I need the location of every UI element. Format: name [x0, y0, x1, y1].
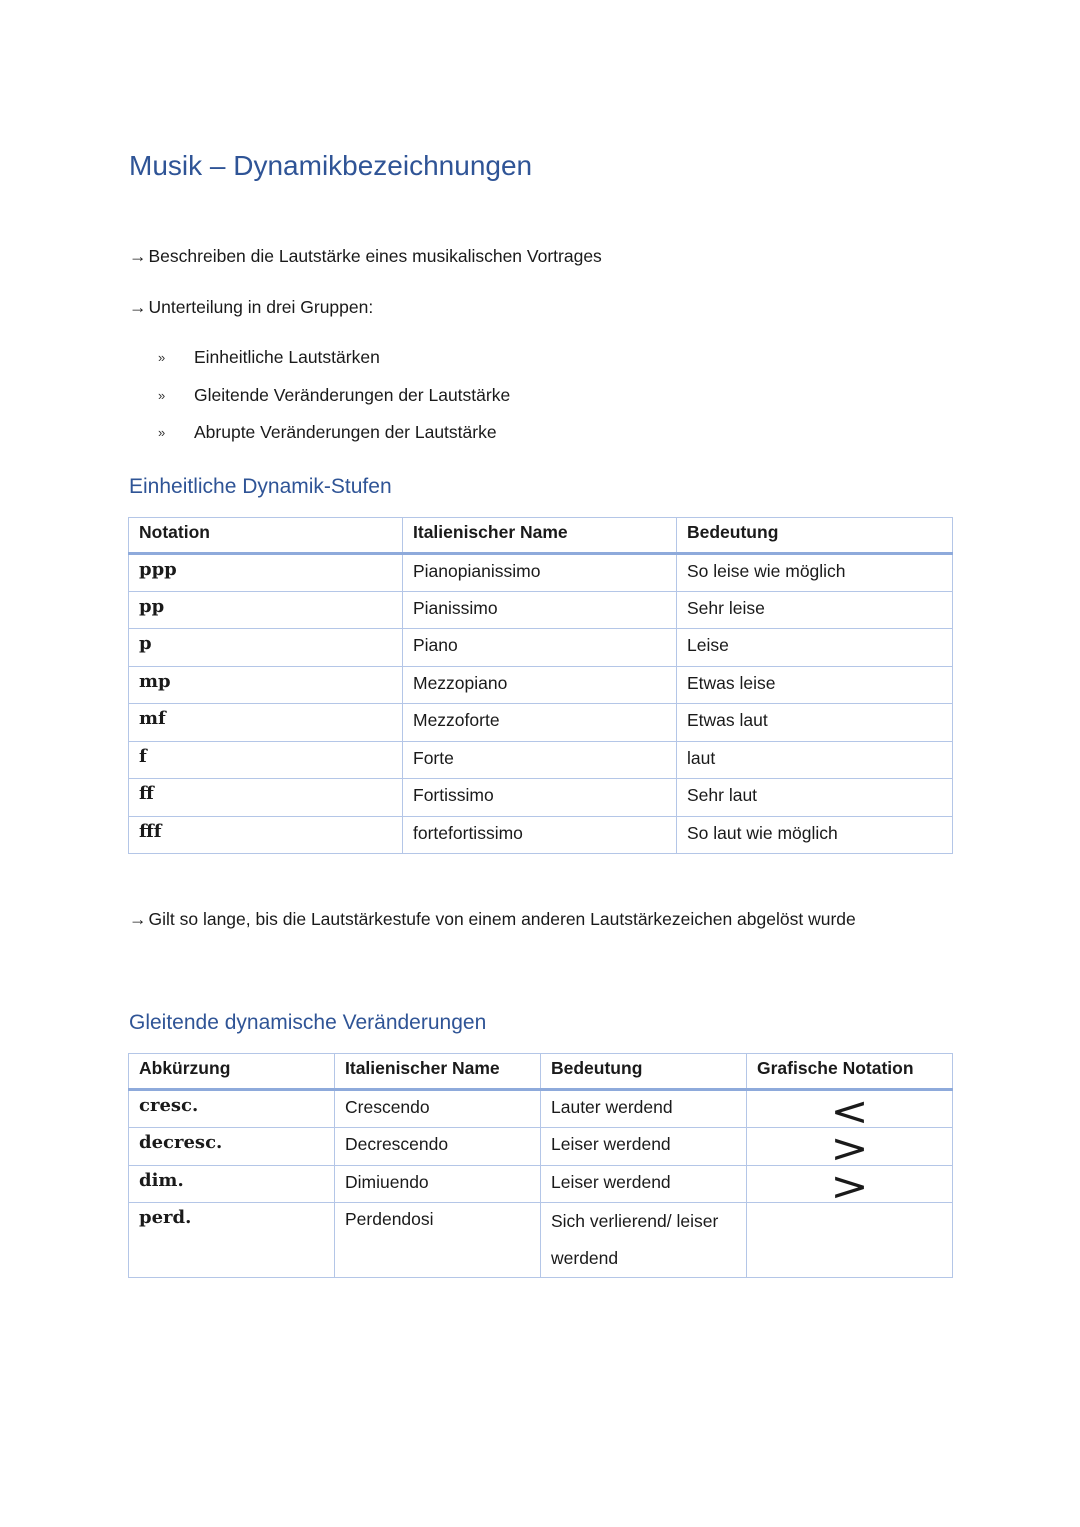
table-row [129, 1203, 953, 1278]
column-header: Grafische Notation [747, 1054, 953, 1090]
table-row [129, 591, 953, 629]
meaning-cell: So leise wie möglich [677, 554, 953, 592]
table-row [129, 1128, 953, 1166]
column-header: Notation [129, 518, 403, 554]
meaning-cell: Leise [677, 629, 953, 667]
meaning-cell: laut [677, 741, 953, 779]
name-cell: Forte [403, 741, 677, 779]
list-item [158, 422, 510, 460]
meaning-cell: Sehr leise [677, 591, 953, 629]
column-header: Italienischer Name [335, 1054, 541, 1090]
meaning-cell: Sich verlierend/ leiser werdend [541, 1203, 747, 1278]
meaning-cell: Lauter werdend [541, 1090, 747, 1128]
meaning-cell: Etwas leise [677, 666, 953, 704]
page-title: Musik – Dynamikbezeichnungen [129, 150, 533, 181]
name-cell: Decrescendo [335, 1128, 541, 1166]
table-row [129, 704, 953, 742]
list-item [158, 385, 510, 423]
graphic-notation-cell [747, 1089, 953, 1135]
name-cell: fortefortissimo [403, 816, 677, 854]
list-item [158, 347, 510, 385]
table-row [129, 741, 953, 779]
abbreviation-cell: cresc. [129, 1090, 335, 1128]
arrow-icon: → [129, 297, 147, 317]
column-header: Bedeutung [541, 1054, 747, 1090]
intro-line-1 [129, 246, 602, 267]
abbreviation-cell: decresc. [129, 1128, 335, 1166]
name-cell: Pianissimo [403, 591, 677, 629]
intro-text-2: Unterteilung in drei Gruppen: [148, 297, 374, 317]
table-row [129, 779, 953, 817]
column-header: Italienischer Name [403, 518, 677, 554]
gradual-dynamics-table [128, 1053, 953, 1278]
name-cell: Mezzoforte [403, 704, 677, 742]
meaning-cell: Sehr laut [677, 779, 953, 817]
name-cell: Crescendo [335, 1090, 541, 1128]
section-heading-uniform: Einheitliche Dynamik-Stufen [129, 475, 392, 498]
list-item-label: Gleitende Veränderungen der Lautstärke [194, 384, 511, 405]
crescendo-hairpin-icon: < [830, 1089, 869, 1135]
name-cell: Mezzopiano [403, 666, 677, 704]
name-cell: Piano [403, 629, 677, 667]
name-cell: Dimiuendo [335, 1165, 541, 1203]
bullet-icon: » [158, 387, 166, 403]
table-header-row [129, 1054, 953, 1090]
meaning-cell: Leiser werdend [541, 1165, 747, 1203]
validity-note [129, 909, 856, 930]
notation-cell: fff [129, 816, 403, 854]
graphic-notation-cell [747, 1163, 953, 1210]
list-item-label: Einheitliche Lautstärken [194, 347, 380, 367]
notation-cell: f [129, 741, 403, 779]
name-cell: Fortissimo [403, 779, 677, 817]
table-row [129, 816, 953, 854]
table-row [129, 554, 953, 592]
abbreviation-cell: perd. [129, 1203, 335, 1278]
table-row [129, 1090, 953, 1128]
notation-cell: ff [129, 779, 403, 817]
name-cell: Pianopianissimo [403, 554, 677, 592]
bullet-icon: » [158, 350, 166, 365]
meaning-cell: Etwas laut [677, 704, 953, 742]
meaning-cell: So laut wie möglich [677, 816, 953, 854]
table-row [129, 629, 953, 667]
column-header: Bedeutung [677, 518, 953, 554]
table-row [129, 1165, 953, 1203]
table-header-row [129, 518, 953, 554]
graphic-notation-cell [747, 1203, 953, 1278]
notation-cell: pp [129, 591, 403, 629]
abbreviation-cell: dim. [129, 1165, 335, 1203]
dynamics-levels-table [128, 517, 953, 854]
meaning-cell: Leiser werdend [541, 1128, 747, 1166]
list-item-label: Abrupte Veränderungen der Lautstärke [194, 422, 497, 442]
graphic-notation-cell [747, 1126, 953, 1172]
intro-text-1: Beschreiben die Lautstärke eines musikalischen Vortrages [148, 246, 602, 266]
column-header: Abkürzung [129, 1054, 335, 1090]
section-heading-gradual: Gleitende dynamische Veränderungen [129, 1011, 487, 1034]
intro-line-2 [129, 297, 373, 318]
table-row [129, 666, 953, 704]
group-list [158, 347, 510, 460]
bullet-icon: » [158, 425, 166, 440]
notation-cell: mp [129, 666, 403, 704]
arrow-icon: → [129, 246, 147, 266]
notation-cell: ppp [129, 554, 403, 592]
arrow-icon: → [129, 909, 147, 929]
notation-cell: mf [129, 704, 403, 742]
notation-cell: p [129, 629, 403, 667]
diminuendo-hairpin-icon: > [830, 1163, 869, 1210]
decrescendo-hairpin-icon: > [830, 1126, 869, 1172]
name-cell: Perdendosi [335, 1203, 541, 1278]
validity-note-text: Gilt so lange, bis die Lautstärkestufe von einem anderen Lautstärkezeichen abgelöst wurde [148, 909, 856, 929]
